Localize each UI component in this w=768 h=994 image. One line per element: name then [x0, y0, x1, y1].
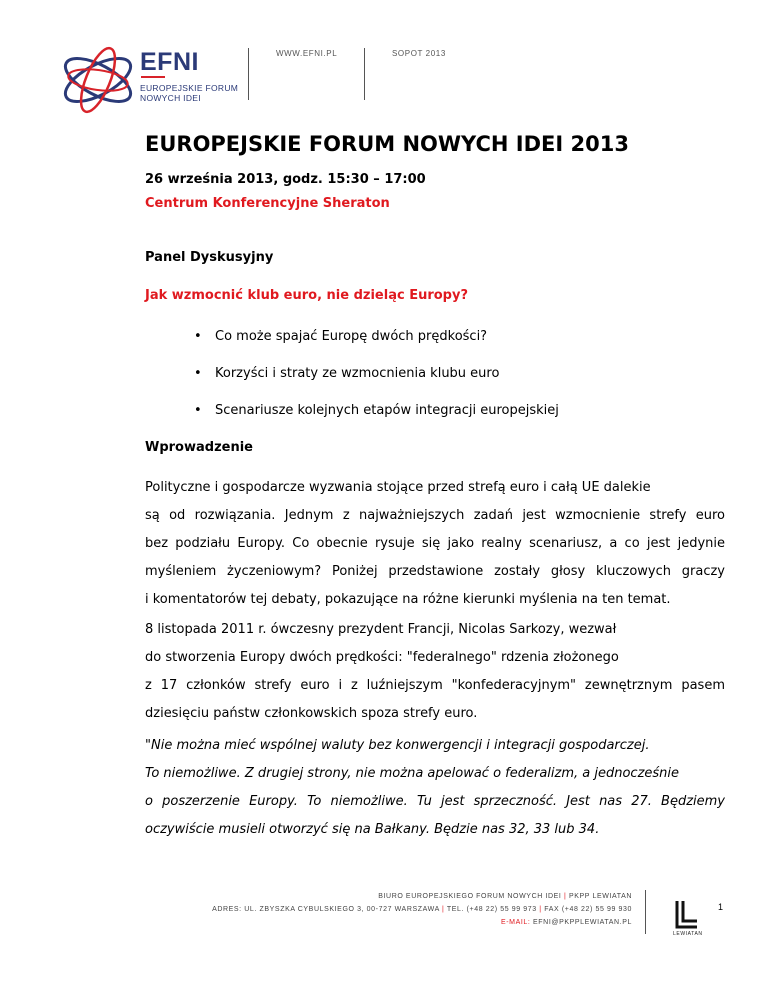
logo-title: EFNI: [140, 48, 199, 76]
office-name: BIURO EUROPEJSKIEGO FORUM NOWYCH IDEI: [378, 893, 562, 900]
list-item: [194, 402, 559, 439]
paragraph-line: dziesięciu państw członkowskich spoza strefy euro.: [145, 706, 478, 721]
logo-subtitle-line: NOWYCH IDEI: [140, 93, 201, 103]
paragraph-line: bez podziału Europy. Co obecnie rysuje się jako realny scenariusz, a co jest jedynie: [145, 536, 725, 551]
paragraph-line: 8 listopada 2011 r. ówczesny prezydent Francji, Nicolas Sarkozy, wezwał: [145, 622, 617, 637]
footer-line: [212, 916, 632, 929]
event-date: 26 września 2013, godz. 15:30 – 17:00: [145, 172, 426, 187]
event-venue: Centrum Konferencyjne Sheraton: [145, 196, 390, 211]
list-item-text: Korzyści i straty ze wzmocnienia klubu euro: [215, 366, 500, 381]
bullet-icon: •: [194, 403, 202, 418]
paragraph-line: myśleniem życzeniowym? Poniżej przedstawione zostały głosy kluczowych graczy: [145, 564, 725, 579]
paragraph-line: do stworzenia Europy dwóch prędkości: "federalnego" rdzenia złożonego: [145, 650, 619, 665]
lewiatan-logo-icon: [674, 900, 700, 930]
panel-title: Jak wzmocnić klub euro, nie dzieląc Europy?: [145, 288, 469, 303]
bullet-icon: •: [194, 366, 202, 381]
topic-list: [194, 328, 559, 439]
paragraph-line: "Nie można mieć wspólnej waluty bez konwergencji i integracji gospodarczej.: [145, 738, 650, 753]
footer-contact: [212, 890, 632, 929]
page-number: 1: [718, 902, 724, 912]
intro-paragraph: [145, 474, 725, 614]
efni-globe-logo-icon: [56, 40, 146, 120]
panel-type: Panel Dyskusyjny: [145, 250, 274, 265]
location-label: SOPOT 2013: [392, 49, 446, 58]
quote-paragraph: [145, 732, 725, 844]
org-name: PKPP LEWIATAN: [568, 893, 632, 900]
separator: |: [536, 906, 545, 913]
sarkozy-paragraph: [145, 616, 725, 728]
list-item: [194, 365, 559, 402]
header-divider: [248, 48, 249, 100]
email-label: E-MAIL:: [500, 919, 534, 926]
list-item-text: Co może spajać Europę dwóch prędkości?: [215, 329, 488, 344]
bullet-icon: •: [194, 329, 202, 344]
section-heading: Wprowadzenie: [145, 440, 253, 455]
address: ADRES: UL. ZBYSZKA CYBULSKIEGO 3, 00-727 WARSZAWA: [212, 906, 440, 913]
paragraph-line: z 17 członków strefy euro i z luźniejszym "konfederacyjnym" zewnętrznym pasem: [145, 678, 725, 693]
list-item: [194, 328, 559, 365]
footer-line: [212, 903, 632, 916]
paragraph-line: Polityczne i gospodarcze wyzwania stojące przed strefą euro i całą UE dalekie: [145, 480, 651, 495]
header-divider: [364, 48, 365, 100]
email-link[interactable]: EFNI@PKPPLEWIATAN.PL: [533, 919, 632, 926]
paragraph-line: oczywiście musieli otworzyć się na Bałkany. Będzie nas 32, 33 lub 34.: [145, 822, 600, 837]
paragraph-line: są od rozwiązania. Jednym z najważniejszych zadań jest wzmocnienie strefy euro: [145, 508, 725, 523]
separator: |: [439, 906, 447, 913]
paragraph-line: i komentatorów tej debaty, pokazujące na różne kierunki myślenia na ten temat.: [145, 592, 671, 607]
logo-red-rule: [141, 76, 165, 78]
document-title: EUROPEJSKIE FORUM NOWYCH IDEI 2013: [145, 132, 629, 156]
logo-subtitle-line: EUROPEJSKIE FORUM: [140, 83, 239, 93]
phone: TEL. (+48 22) 55 99 973: [446, 906, 537, 913]
page-header: [0, 0, 768, 120]
website-link[interactable]: WWW.EFNI.PL: [276, 49, 338, 58]
separator: |: [561, 893, 569, 900]
paragraph-line: o poszerzenie Europy. To niemożliwe. Tu jest sprzeczność. Jest nas 27. Będziemy: [145, 794, 725, 809]
list-item-text: Scenariusze kolejnych etapów integracji europejskiej: [215, 403, 559, 418]
footer-line: [212, 890, 632, 903]
lewiatan-brand: LEWIATAN: [673, 931, 703, 937]
footer-divider: [645, 890, 646, 934]
fax: FAX (+48 22) 55 99 930: [544, 906, 632, 913]
logo-subtitle: [140, 83, 238, 103]
paragraph-line: To niemożliwe. Z drugiej strony, nie można apelować o federalizm, a jednocześnie: [145, 766, 680, 781]
